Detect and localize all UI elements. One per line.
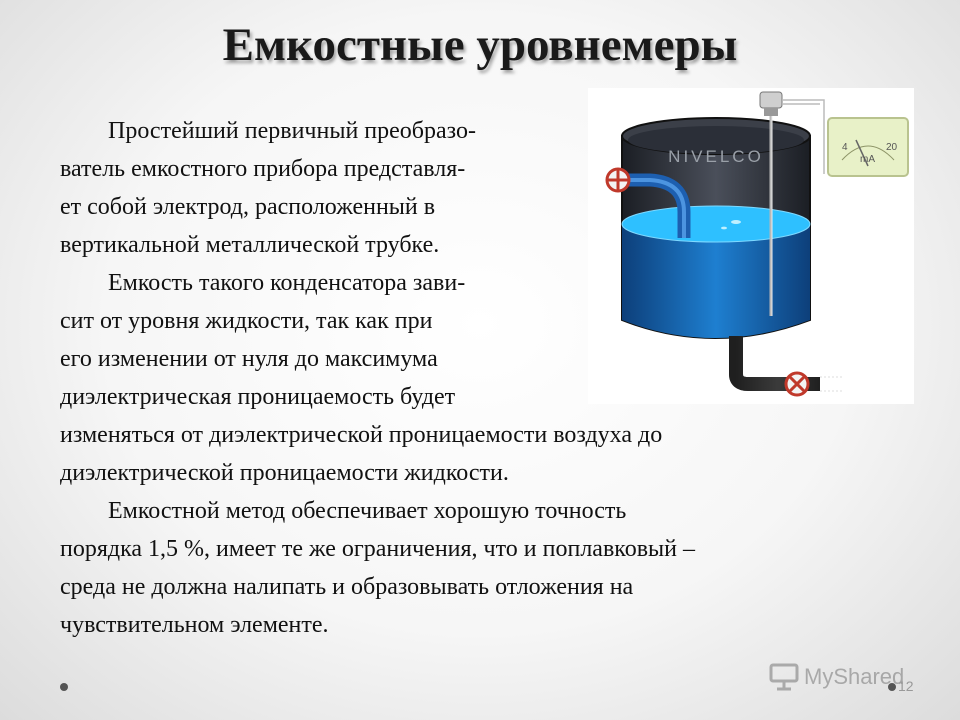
text-line: Емкость такого конденсатора зави- (108, 270, 466, 296)
tank-brand-label: NIVELCO (668, 147, 764, 166)
text-line: изменяться от диэлектрической проницаемости воздуха до (60, 422, 663, 448)
bullet-dot-left (60, 683, 68, 691)
page-number: 12 (898, 678, 914, 694)
text-line: чувствительном элементе. (60, 612, 329, 638)
presentation-icon (768, 662, 800, 692)
text-line: Емкостной метод обеспечивает хорошую точность (108, 498, 627, 524)
meter-unit: mA (860, 154, 875, 165)
text-line: среда не должна налипать и образовывать отложения на (60, 574, 634, 600)
text-line: его изменении от нуля до максимума (60, 346, 438, 372)
text-line: сит от уровня жидкости, так как при (60, 308, 433, 334)
meter-scale-min: 4 (842, 142, 848, 153)
inlet-valve-icon (607, 169, 629, 191)
text-line: ватель емкостного прибора представля- (60, 156, 466, 182)
meter-scale-max: 20 (886, 142, 898, 153)
tank-diagram (588, 88, 914, 404)
text-line: порядка 1,5 %, имеет те же ограничения, что и поплавковый – (60, 536, 696, 562)
watermark-text: MyShared (804, 664, 905, 689)
capacitive-level-gauge-illustration (588, 88, 914, 404)
milliammeter-icon (828, 118, 908, 176)
slide-title: Емкостные уровнемеры (222, 19, 738, 71)
text-line: диэлектрическая проницаемость будет (60, 384, 456, 410)
text-line: Простейший первичный преобразо- (108, 118, 476, 144)
outlet-pipe (736, 336, 820, 384)
text-line: диэлектрической проницаемости жидкости. (60, 460, 509, 486)
text-line: ет собой электрод, расположенный в (60, 194, 436, 220)
outlet-valve-icon (786, 373, 808, 395)
text-line: вертикальной металлической трубке. (60, 232, 440, 258)
